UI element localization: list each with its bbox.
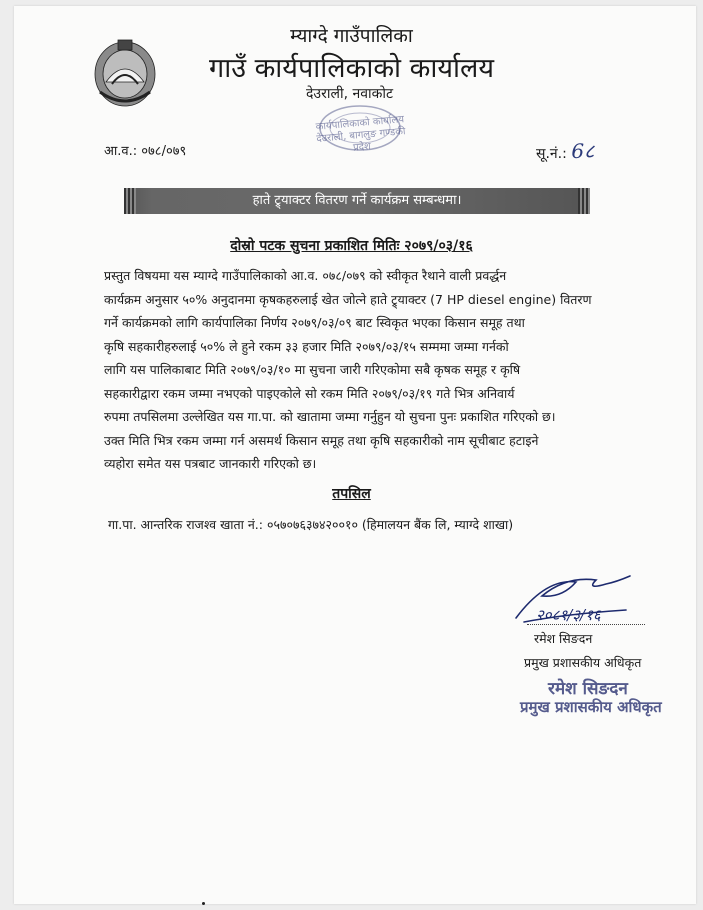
body-line: सहकारीद्वारा रकम जम्मा नभएको पाइएकोले सो रकम मिति २०७९/०३/१९ गते भित्र अनिवार्य: [104, 385, 515, 401]
signatory-title: प्रमुख प्रशासकीय अधिकृत: [524, 655, 642, 670]
municipality-name: म्याग्दे गाउँपालिका: [290, 25, 413, 47]
office-stamp-text: कार्यपालिकाको कार्यालय देउराली, बागलुङ गण्डकी प्रदेश: [315, 114, 406, 154]
body-line: व्यहोरा समेत यस पत्रबाट जानकारी गरिएको छ।: [104, 456, 317, 471]
body-line: उक्त मिति भित्र रकम जम्मा गर्न असमर्थ किसान समूह तथा कृषि सहकारीको नाम सूचीबाट हटाइने: [104, 432, 539, 448]
body-line: प्रस्तुत विषयमा यस म्याग्दे गाउँपालिकाको आ.व. ०७८/०७९ को स्वीकृत रैथाने वाली प्रवर्द्धन: [104, 268, 507, 283]
body-line: कृषि सहकारीहरुलाई ५०% ले हुने रकम ३३ हजार मिति २०७९/०३/१५ सम्ममा जम्मा गर्नको: [104, 338, 509, 354]
signature-icon: [506, 568, 646, 628]
account-details: गा.पा. आन्तरिक राजश्व खाता नं.: ०५७०७६३७४२००१० (हिमालयन बैंक लि, म्याग्दे शाखा): [108, 517, 514, 532]
body-line: रुपमा तपसिलमा उल्लेखित यस गा.पा. को खातामा जम्मा गर्नुहुन यो सुचना पुनः प्रकाशित गरिएको छ।: [104, 409, 556, 424]
reference-number-value: 6८: [571, 139, 595, 163]
notice-title: दोस्रो पटक सुचना प्रकाशित मितिः २०७९/०३/१६: [230, 238, 473, 254]
signature-line: [527, 624, 645, 625]
subject-banner: हाते ट्र्याक्टर वितरण गर्ने कार्यक्रम सम्बन्धमा।: [124, 188, 590, 214]
stamp-title: प्रमुख प्रशासकीय अधिकृत: [520, 698, 662, 716]
signature-date: २०८१/३/१६: [536, 606, 601, 624]
reference-number: [536, 137, 594, 164]
reference-number-label: सू.नं.:: [536, 146, 567, 162]
stamp-name: रमेश सिङदन: [548, 679, 628, 699]
body-line: लागि यस पालिकाबाट मिति २०७९/०३/१० मा सुचना जारी गरिएकोमा सबै कृषक समूह र कृषि: [104, 362, 521, 377]
body-line: कार्यक्रम अनुसार ५०% अनुदानमा कृषकहरुलाई खेत जोत्ने हाते ट्र्याक्टर (7 HP diesel engine) वितरण: [104, 291, 592, 307]
office-name: गाउँ कार्यपालिकाको कार्यालय: [209, 53, 494, 84]
body-line: गर्ने कार्यक्रमको लागि कार्यपालिका निर्णय २०७९/०३/०९ बाट स्विकृत भएका किसान समूह तथा: [104, 315, 525, 330]
fiscal-year: आ.व.: ०७८/०७९: [104, 144, 187, 159]
signatory-name: रमेश सिङदन: [534, 631, 593, 646]
tapasil-heading: तपसिल: [332, 486, 371, 502]
notice-body: [104, 264, 612, 476]
scan-speck: [202, 902, 205, 905]
office-address: देउराली, नवाकोट: [306, 86, 394, 102]
